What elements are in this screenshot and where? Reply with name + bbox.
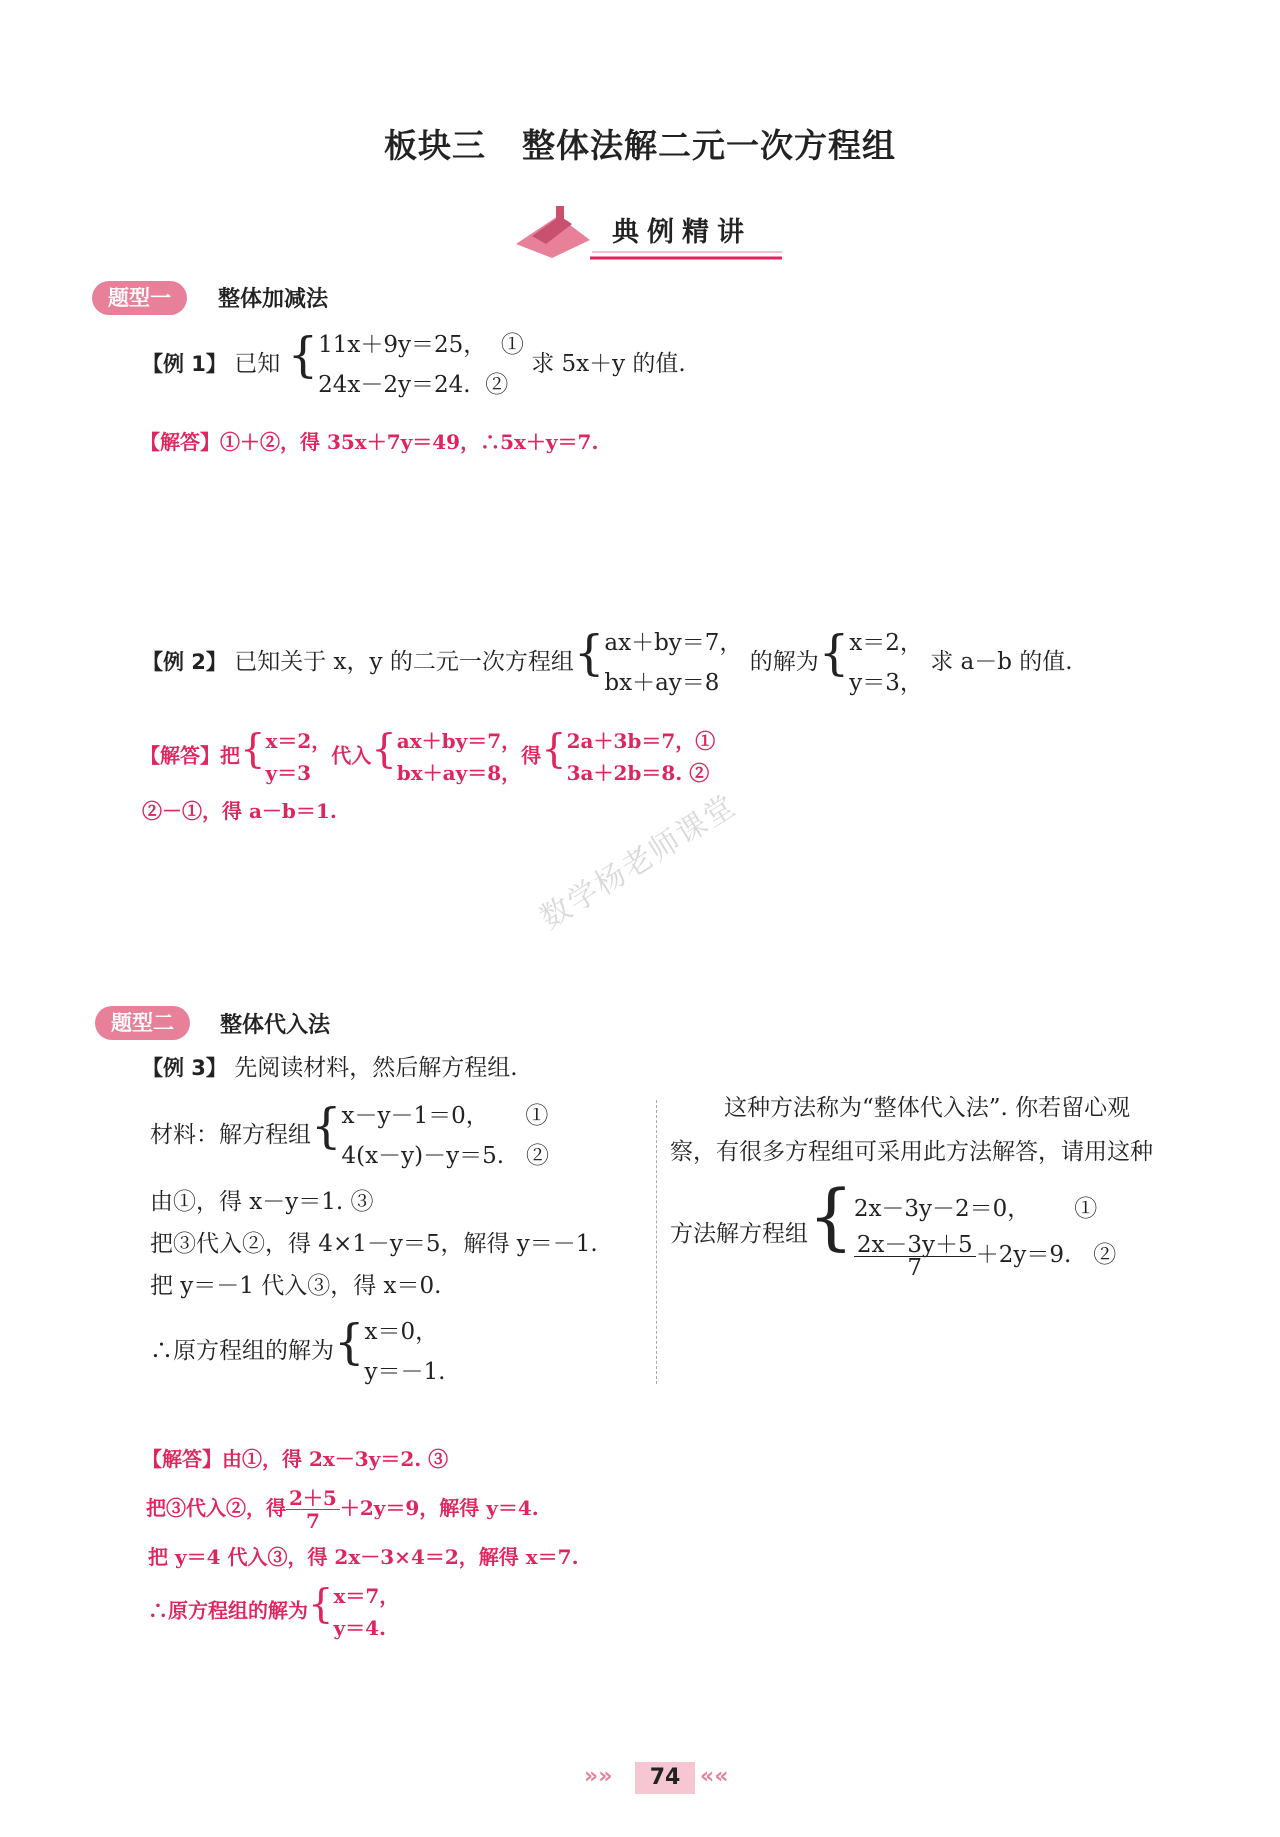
answer-system [567, 725, 716, 789]
brace: { [287, 327, 319, 383]
material-step-1: 由①，得 x－y＝1. ③ [150, 1189, 374, 1215]
answer-text: ∴原方程组的解为 [148, 1598, 308, 1623]
equation: 2a＋3b＝7，① [566, 729, 716, 753]
equation: 4(x－y)－y＝5. [341, 1143, 505, 1169]
example-2 [142, 623, 1073, 703]
answer-1 [140, 428, 598, 456]
equation: y＝3， [849, 670, 923, 696]
watermark: 数学杨老师课堂 [534, 788, 743, 937]
equation-number: ① [1074, 1196, 1098, 1222]
equation: x＝7， [333, 1584, 400, 1608]
equation: x＝2， [265, 729, 332, 753]
fraction-numerator: 2x－3y＋5 [854, 1234, 976, 1257]
brace: { [818, 625, 850, 681]
solution-system [365, 1312, 446, 1392]
equation: y＝4. [333, 1616, 386, 1640]
equation: 2x－3y－2＝0， [853, 1196, 1031, 1222]
equation-system [318, 325, 524, 405]
answer-text: ①＋②，得 35x＋7y＝49，∴5x＋y＝7. [220, 430, 599, 454]
page-title [0, 120, 1280, 167]
equation: y＝－1. [364, 1359, 446, 1385]
fraction-numerator: 2＋5 [286, 1487, 340, 1510]
equation: 11x＋9y＝25， [318, 332, 487, 358]
brace: { [808, 1174, 854, 1258]
type-title-1: 整体加减法 [218, 287, 329, 312]
equation: 24x－2y＝24. [318, 372, 471, 398]
type-tag-2: 题型二 [95, 1006, 190, 1040]
example-1 [142, 325, 686, 405]
material-system [150, 1096, 549, 1176]
answer-system [333, 1580, 399, 1644]
example-text: 已知 [234, 351, 281, 377]
right-line-1: 这种方法称为“整体代入法”. 你若留心观 [724, 1095, 1131, 1121]
answer-system [397, 725, 521, 789]
title-section: 板块三 [384, 126, 486, 165]
right-line-2: 察，有很多方程组可采用此方法解答，请用这种 [670, 1139, 1153, 1165]
fraction-denominator: 7 [907, 1254, 923, 1281]
brace: { [541, 726, 567, 773]
section-banner: 典例精讲 [612, 217, 752, 248]
page-number: 74 [635, 1762, 695, 1794]
answer-system [265, 725, 331, 789]
answer-3-line3: 把 y＝4 代入③，得 2x－3×4＝2，解得 x＝7. [148, 1545, 579, 1569]
equation: x＝2， [849, 630, 923, 656]
answer-3-line4 [148, 1580, 399, 1644]
equation-system [854, 1189, 1116, 1281]
equation-number: ② [1093, 1242, 1117, 1268]
brace: { [573, 625, 605, 681]
example-text: 的解为 [749, 649, 819, 675]
material-label: 材料：解方程组 [150, 1122, 311, 1148]
brace: { [240, 726, 266, 773]
answer-2 [140, 725, 715, 789]
brace: { [311, 1098, 342, 1154]
equation: bx＋ay＝8 [604, 670, 720, 696]
equation: x－y－1＝0， [341, 1103, 489, 1129]
material-text: ∴原方程组的解为 [150, 1338, 334, 1364]
answer-label: 【解答】 [140, 430, 220, 454]
brace: { [371, 726, 397, 773]
material-step-3: 把 y＝－1 代入③，得 x＝0. [150, 1273, 442, 1299]
example-text: 先阅读材料，然后解方程组. [234, 1055, 518, 1081]
fraction [854, 1231, 976, 1281]
equation: 3a＋2b＝8. ② [566, 761, 710, 785]
fraction [286, 1487, 340, 1532]
example-text: 已知关于 x，y 的二元一次方程组 [234, 649, 574, 675]
equation-system [604, 623, 742, 703]
chevron-right-icon: »» [584, 1764, 613, 1789]
answer-label: 【解答】 [142, 1447, 222, 1471]
answer-2-line2: ②－①，得 a－b＝1. [142, 799, 337, 823]
title-topic: 整体法解二元一次方程组 [522, 126, 896, 165]
type-tag-1: 题型一 [92, 281, 187, 315]
material-solution [150, 1312, 446, 1392]
equation: x＝0， [364, 1319, 439, 1345]
equation: ax＋by＝7， [604, 630, 743, 656]
equation-number: ① [500, 332, 524, 358]
chevron-left-icon: «« [700, 1764, 729, 1789]
example-3 [142, 1052, 518, 1084]
example-label: 【例 3】 [142, 1056, 227, 1080]
answer-text: ＋2y＝9，解得 y＝4. [339, 1496, 539, 1520]
equation-number: ① [525, 1103, 549, 1129]
equation: bx＋ay＝8， [396, 761, 522, 785]
equation-system [342, 1096, 549, 1176]
equation: ax＋by＝7， [396, 729, 522, 753]
equation-number: ② [525, 1143, 549, 1169]
right-text: 方法解方程组 [670, 1221, 808, 1247]
column-divider [656, 1100, 657, 1384]
answer-label: 【解答】 [140, 743, 220, 768]
answer-text: 把③代入②，得 [146, 1496, 286, 1520]
answer-text: 代入 [331, 743, 372, 768]
answer-text: 由①，得 2x－3y＝2. ③ [222, 1447, 449, 1471]
example-label: 【例 2】 [142, 650, 227, 674]
equation-number: ② [485, 372, 509, 398]
brace: { [334, 1314, 365, 1370]
equation: ＋2y＝9. [975, 1242, 1072, 1268]
example-label: 【例 1】 [142, 352, 227, 376]
example-text: 求 a－b 的值. [930, 649, 1073, 675]
equation: y＝3 [265, 761, 311, 785]
brace: { [308, 1581, 334, 1628]
answer-3-line1 [142, 1445, 448, 1473]
example-text: 求 5x＋y 的值. [531, 351, 686, 377]
fraction-denominator: 7 [305, 1509, 320, 1533]
solution-system [849, 623, 923, 703]
right-system [670, 1174, 1117, 1281]
material-step-2: 把③代入②，得 4×1－y＝5，解得 y＝－1. [150, 1231, 598, 1257]
answer-text: 把 [220, 743, 240, 768]
type-title-2: 整体代入法 [220, 1013, 331, 1038]
answer-3-line2 [146, 1487, 539, 1532]
answer-text: 得 [521, 743, 542, 768]
